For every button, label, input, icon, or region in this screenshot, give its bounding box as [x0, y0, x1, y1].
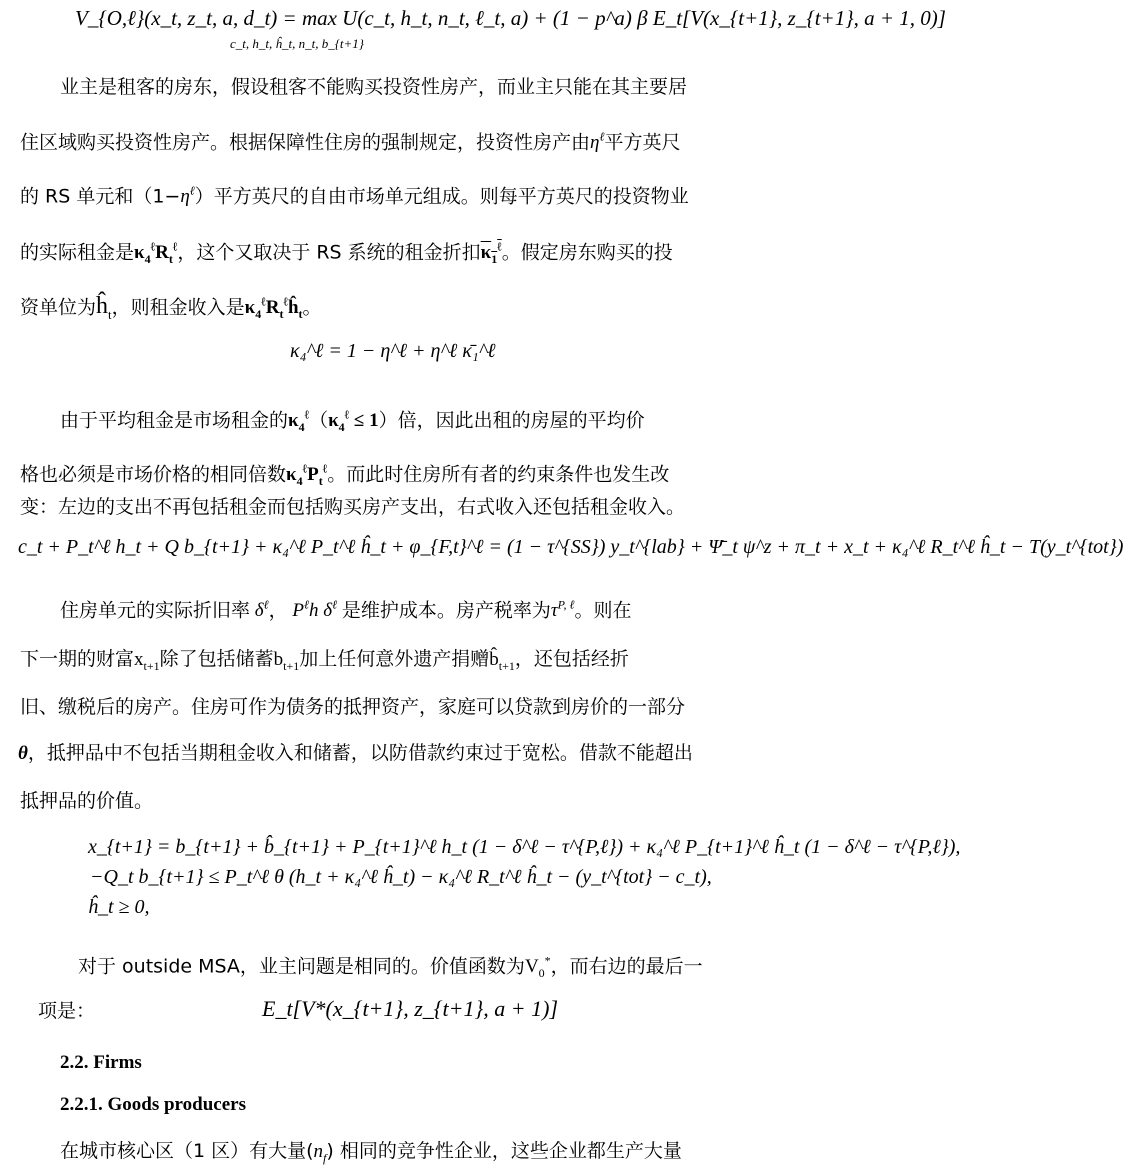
paragraph-line	[18, 740, 693, 767]
text-span: 加上任何意外遗产捐赠	[299, 648, 490, 670]
text-span: ，而右边的最后一	[550, 955, 703, 978]
text-span: 住房单元的实际折旧率	[60, 599, 251, 622]
paragraph-line	[78, 948, 703, 986]
nonnegativity-constraint: ĥ_t ≥ 0,	[88, 896, 150, 918]
paragraph-line: 项是：	[38, 1000, 96, 1022]
kappa-symbol: $\kappa_4^\ell$	[288, 408, 310, 435]
theta-symbol: θ	[18, 743, 28, 764]
outside-msa-term: E_t[V*(x_{t+1}, z_{t+1}, a + 1)]	[262, 996, 559, 1021]
tax-symbol: $\tau^{P, \ell}$	[550, 598, 575, 622]
text-span: 平方英尺	[604, 131, 681, 154]
paragraph-line: 变：左边的支出不再包括租金而包括购买房产支出，右式收入还包括租金收入。	[20, 496, 686, 518]
paragraph-line	[20, 124, 680, 156]
kappa-equation: κ₄^ℓ = 1 − η^ℓ + η^ℓ κ̄₁^ℓ	[290, 340, 496, 362]
text-span: （	[309, 409, 329, 432]
kappa-inequality: $\kappa_4^\ell \le 1$	[328, 408, 379, 435]
text-span: ，还包括经折	[514, 648, 629, 670]
x-next-symbol: $x_{t+1}$	[134, 649, 160, 673]
paragraph-line	[20, 646, 629, 679]
paragraph-line	[60, 402, 645, 440]
eta-symbol: $\eta^\ell$	[590, 130, 605, 154]
text-span: 除了包括储蓄	[159, 648, 274, 670]
kappa-bar-symbol: $\kappa_1^\ell$	[480, 240, 502, 267]
text-span: 由于平均租金是市场租金的	[60, 409, 289, 432]
paragraph-line	[20, 178, 689, 210]
text-span: 对于 outside MSA，业主问题是相同的。价值函数为	[78, 955, 525, 978]
eta-symbol: $\eta^\ell$	[180, 184, 195, 208]
text-span: ）平方英尺的自由市场单元组成。则每平方英尺的投资物业	[194, 185, 689, 208]
kappa-r-symbol: $\kappa_4^\ell R_t^\ell$	[134, 240, 178, 267]
rent-income-symbol: $\kappa_4^\ell R_t^\ell ĥ_t$	[244, 295, 303, 322]
text-span: 下一期的财富	[20, 648, 135, 670]
b-next-symbol: $b_{t+1}$	[273, 649, 300, 673]
text-span: 在城市核心区（1 区）有大量(	[60, 1140, 314, 1162]
text-span: ，这个又取决于 RS 系统的租金折扣	[177, 241, 481, 264]
text-span: 格也必须是市场价格的相同倍数	[20, 463, 287, 486]
text-span: ）倍，因此出租的房屋的平均价	[378, 409, 645, 432]
n-f-symbol: $n_f$	[313, 1141, 327, 1165]
paragraph-line: 抵押品的价值。	[20, 790, 154, 812]
text-span: 的 RS 单元和（1−	[20, 185, 181, 208]
paragraph-line	[20, 456, 669, 494]
delta-symbol: $\delta^\ell$	[250, 598, 269, 622]
text-span: 住区域购买投资性房产。根据保障性住房的强制规定，投资性房产由	[20, 131, 591, 154]
text-span: ，	[268, 599, 288, 622]
text-span: 。	[302, 296, 322, 319]
paragraph-line	[60, 592, 631, 624]
bellman-equation: V_{O,ℓ}(x_t, z_t, a, d_t) = max U(c_t, h_t, n_t, ℓ_t, a) + (1 − p^a) β E_t[V(x_{t+1}, z_{t+1}, a + 1, 0)]	[75, 6, 946, 30]
text-span: 的实际租金是	[20, 241, 135, 264]
maintenance-symbol: $P^\ell h$ $\delta^\ell$	[287, 598, 338, 622]
collateral-constraint: −Q_t b_{t+1} ≤ P_t^ℓ θ (h_t + κ₄^ℓ ĥ_t) − κ₄^ℓ R_t^ℓ ĥ_t − (y_t^{tot} − c_t),	[90, 866, 712, 888]
subsection-heading: 2.2.1. Goods producers	[60, 1094, 246, 1115]
bequest-symbol: $b̂_{t+1}$	[489, 649, 515, 673]
text-span: 是维护成本。房产税率为	[341, 599, 551, 622]
paragraph-line	[20, 289, 322, 328]
wealth-equation: x_{t+1} = b_{t+1} + b̂_{t+1} + P_{t+1}^ℓ h_t (1 − δ^ℓ − τ^{P,ℓ}) + κ₄^ℓ P_{t+1}^ℓ ĥ_t (1 − δ^ℓ − τ^{P,ℓ}),	[88, 836, 961, 858]
kappa-p-symbol: $\kappa_4^\ell P_t^\ell$	[286, 462, 328, 489]
section-heading: 2.2. Firms	[60, 1052, 142, 1073]
bellman-max-subscript: c_t, h_t, ĥ_t, n_t, b_{t+1}	[230, 36, 364, 51]
paragraph-line: 旧、缴税后的房产。住房可作为债务的抵押资产，家庭可以贷款到房价的一部分	[20, 696, 686, 718]
text-span: ) 相同的竞争性企业，这些企业都生产大量	[326, 1140, 682, 1162]
v-zero-star-symbol: $V_0^*$	[524, 954, 551, 981]
text-span: 。则在	[574, 599, 632, 622]
text-span: 资单位为	[20, 296, 97, 319]
budget-equation: c_t + P_t^ℓ h_t + Q b_{t+1} + κ₄^ℓ P_t^ℓ ĥ_t + φ_{F,t}^ℓ = (1 − τ^{SS}) y_t^{lab} + Ψ̄_t ψ^z + π_t + x_t + κ₄^ℓ R_t^ℓ ĥ_t − T(y_t^{tot})	[18, 536, 1123, 558]
text-span: ，抵押品中不包括当期租金收入和储蓄，以防借款约束过于宽松。借款不能超出	[27, 742, 693, 764]
text-span: 。而此时住房所有者的约束条件也发生改	[327, 463, 670, 486]
paragraph-line: 业主是租客的房东，假设租客不能购买投资性房产，而业主只能在其主要居	[60, 76, 688, 98]
text-span: 。假定房东购买的投	[501, 241, 673, 264]
text-span: ，则租金收入是	[111, 296, 245, 319]
paragraph-line	[20, 234, 673, 272]
paragraph-line	[60, 1138, 682, 1171]
h-hat-symbol: $ĥ_t$	[96, 293, 112, 323]
